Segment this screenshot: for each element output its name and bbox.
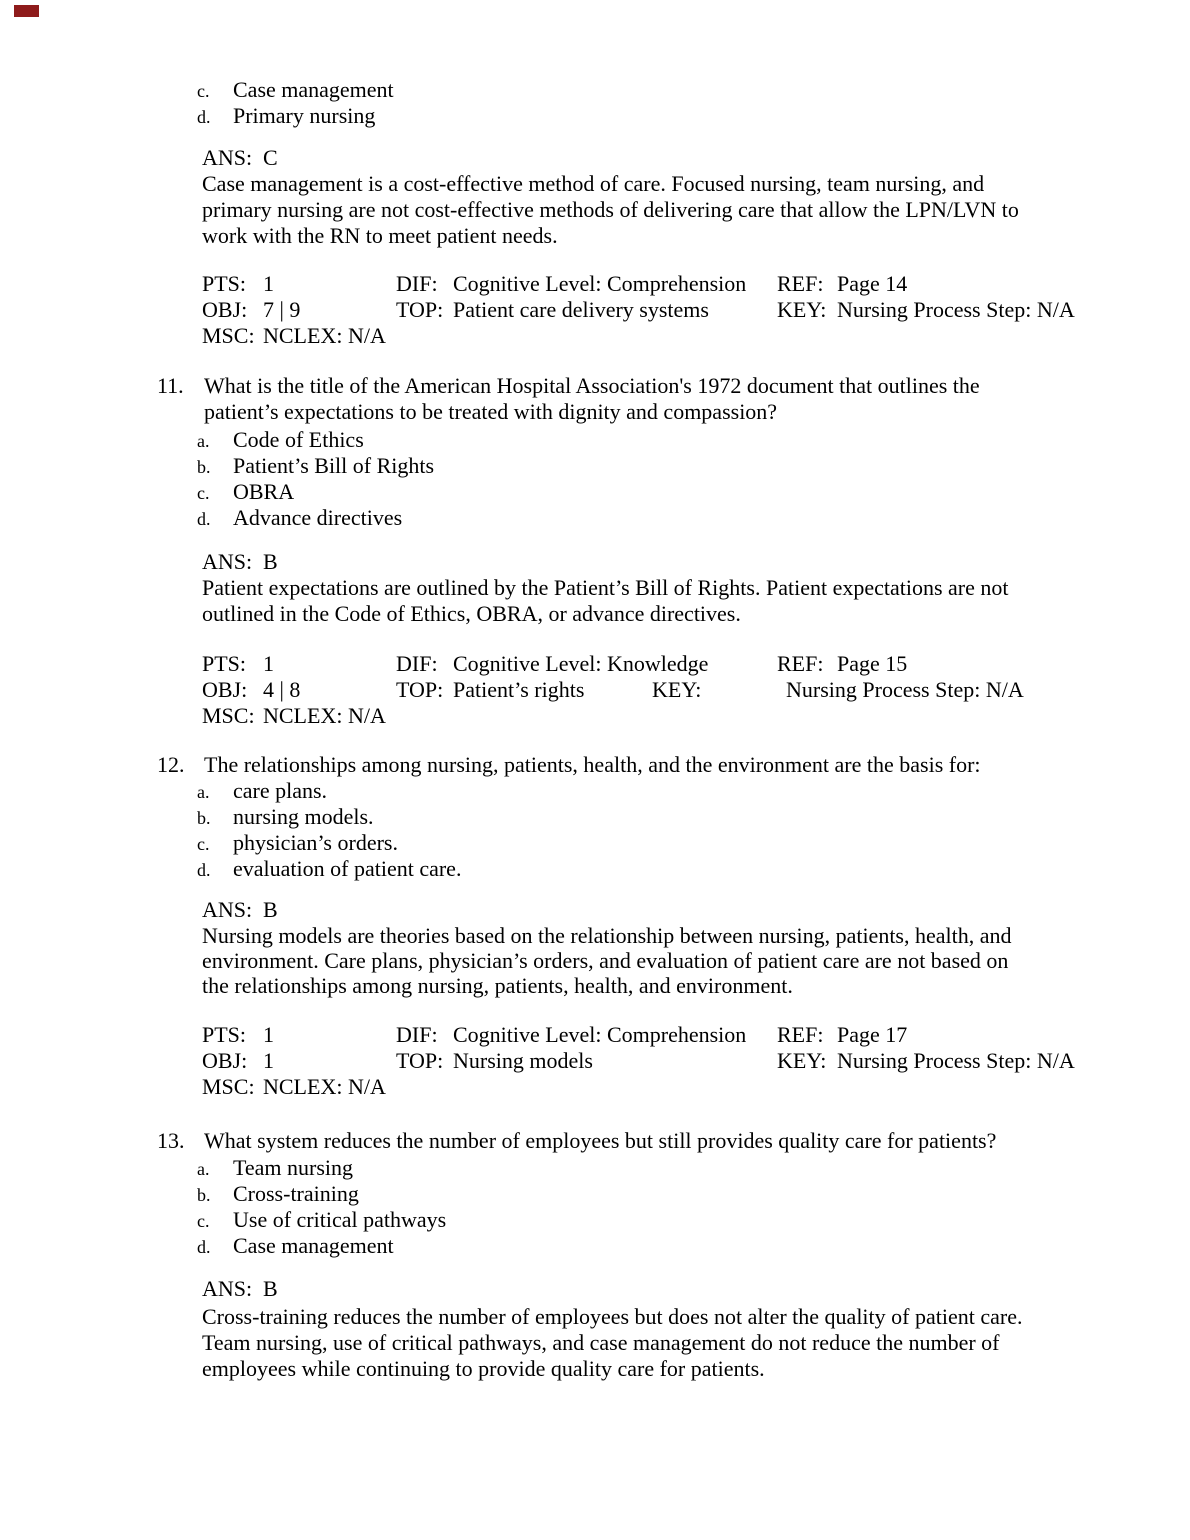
meta-label: DIF: bbox=[396, 1022, 438, 1047]
meta-value: NCLEX: N/A bbox=[263, 703, 386, 728]
answer-value: C bbox=[263, 145, 278, 170]
meta-value: Nursing models bbox=[453, 1048, 593, 1073]
option-text: Case management bbox=[233, 77, 394, 102]
option-line bbox=[197, 804, 374, 831]
meta-row bbox=[0, 651, 1190, 677]
option-text: evaluation of patient care. bbox=[233, 856, 462, 881]
option-line bbox=[197, 453, 434, 480]
option-letter: a. bbox=[197, 1159, 210, 1179]
question-stem-line: What system reduces the number of employees but still provides quality care for patients? bbox=[204, 1128, 997, 1153]
answer-value: B bbox=[263, 897, 278, 922]
meta-value: Nursing Process Step: N/A bbox=[837, 1048, 1075, 1073]
meta-label: REF: bbox=[777, 651, 824, 676]
meta-value: Page 14 bbox=[837, 271, 908, 296]
option-letter: d. bbox=[197, 107, 211, 127]
option-text: Primary nursing bbox=[233, 103, 376, 128]
question-number: 13. bbox=[157, 1128, 185, 1153]
answer-line bbox=[202, 145, 278, 171]
meta-row bbox=[0, 271, 1190, 297]
option-letter: a. bbox=[197, 431, 210, 451]
option-letter: b. bbox=[197, 1185, 211, 1205]
meta-label: PTS: bbox=[202, 271, 247, 296]
answer-label: ANS: bbox=[202, 549, 253, 574]
answer-value: B bbox=[263, 549, 278, 574]
question-stem-line: patient’s expectations to be treated with dignity and compassion? bbox=[204, 399, 778, 424]
meta-row bbox=[0, 1074, 1190, 1100]
meta-value: Patient’s rights bbox=[453, 677, 585, 702]
meta-value: Cognitive Level: Comprehension bbox=[453, 271, 747, 296]
meta-value: Cognitive Level: Comprehension bbox=[453, 1022, 747, 1047]
meta-label: KEY: bbox=[777, 297, 827, 322]
option-line bbox=[197, 1155, 353, 1182]
meta-row bbox=[0, 677, 1190, 703]
rationale-line: environment. Care plans, physician’s orders, and evaluation of patient care are not based on bbox=[202, 948, 1009, 973]
meta-label: TOP: bbox=[396, 1048, 444, 1073]
meta-value: 1 bbox=[263, 651, 274, 676]
meta-value: Page 17 bbox=[837, 1022, 908, 1047]
option-line bbox=[197, 505, 402, 532]
meta-value: NCLEX: N/A bbox=[263, 323, 386, 348]
meta-value: 1 bbox=[263, 271, 274, 296]
rationale-line: primary nursing are not cost-effective methods of delivering care that allow the LPN/LVN to bbox=[202, 197, 1019, 222]
rationale-line: Nursing models are theories based on the relationship between nursing, patients, health, and bbox=[202, 923, 1012, 948]
option-line bbox=[197, 1233, 394, 1260]
option-text: Cross-training bbox=[233, 1181, 359, 1206]
rationale-line: the relationships among nursing, patients, health, and environment. bbox=[202, 973, 793, 998]
option-line bbox=[197, 778, 327, 805]
meta-row bbox=[0, 703, 1190, 729]
option-letter: a. bbox=[197, 782, 210, 802]
option-text: Use of critical pathways bbox=[233, 1207, 447, 1232]
meta-row bbox=[0, 297, 1190, 323]
option-line bbox=[197, 856, 461, 883]
answer-label: ANS: bbox=[202, 897, 253, 922]
option-letter: c. bbox=[197, 81, 210, 101]
option-text: care plans. bbox=[233, 778, 328, 803]
option-line bbox=[197, 427, 364, 454]
meta-value: Nursing Process Step: N/A bbox=[837, 297, 1075, 322]
question-stem-line: What is the title of the American Hospital Association's 1972 document that outlines the bbox=[204, 373, 980, 398]
rationale-line: Team nursing, use of critical pathways, and case management do not reduce the number of bbox=[202, 1330, 1000, 1355]
option-text: Team nursing bbox=[233, 1155, 354, 1180]
option-letter: d. bbox=[197, 509, 211, 529]
meta-label: MSC: bbox=[202, 1074, 255, 1099]
meta-row bbox=[0, 323, 1190, 349]
meta-value: Nursing Process Step: N/A bbox=[786, 677, 1024, 702]
meta-value: Page 15 bbox=[837, 651, 908, 676]
question-stem-line: The relationships among nursing, patients, health, and the environment are the basis for: bbox=[204, 752, 981, 777]
rationale-line: work with the RN to meet patient needs. bbox=[202, 223, 558, 248]
meta-value: 1 bbox=[263, 1048, 274, 1073]
option-letter: c. bbox=[197, 834, 210, 854]
rationale-line: outlined in the Code of Ethics, OBRA, or advance directives. bbox=[202, 601, 741, 626]
meta-label: DIF: bbox=[396, 651, 438, 676]
meta-value: Cognitive Level: Knowledge bbox=[453, 651, 709, 676]
red-marker bbox=[14, 5, 39, 17]
option-letter: d. bbox=[197, 860, 211, 880]
rationale-line: Cross-training reduces the number of employees but does not alter the quality of patient care. bbox=[202, 1304, 1023, 1329]
meta-label: OBJ: bbox=[202, 677, 248, 702]
option-text: Code of Ethics bbox=[233, 427, 364, 452]
option-text: Advance directives bbox=[233, 505, 403, 530]
option-line bbox=[197, 1181, 359, 1208]
answer-line bbox=[202, 549, 278, 575]
meta-label: MSC: bbox=[202, 323, 255, 348]
answer-line bbox=[202, 897, 278, 923]
meta-label: MSC: bbox=[202, 703, 255, 728]
meta-label: REF: bbox=[777, 1022, 824, 1047]
meta-value: 4 | 8 bbox=[263, 677, 301, 702]
option-letter: b. bbox=[197, 457, 211, 477]
meta-label: TOP: bbox=[396, 677, 444, 702]
meta-label: DIF: bbox=[396, 271, 438, 296]
question-number: 12. bbox=[157, 752, 185, 777]
option-line bbox=[197, 830, 398, 857]
answer-label: ANS: bbox=[202, 145, 253, 170]
option-letter: c. bbox=[197, 483, 210, 503]
option-letter: c. bbox=[197, 1211, 210, 1231]
meta-row bbox=[0, 1022, 1190, 1048]
option-text: Patient’s Bill of Rights bbox=[233, 453, 435, 478]
meta-label: REF: bbox=[777, 271, 824, 296]
option-text: OBRA bbox=[233, 479, 295, 504]
rationale-line: employees while continuing to provide quality care for patients. bbox=[202, 1356, 765, 1381]
answer-label: ANS: bbox=[202, 1276, 253, 1301]
option-letter: b. bbox=[197, 808, 211, 828]
option-line bbox=[197, 77, 394, 104]
meta-value: Patient care delivery systems bbox=[453, 297, 709, 322]
meta-value: 1 bbox=[263, 1022, 274, 1047]
rationale-line: Case management is a cost-effective method of care. Focused nursing, team nursing, and bbox=[202, 171, 985, 196]
option-text: nursing models. bbox=[233, 804, 374, 829]
meta-value: NCLEX: N/A bbox=[263, 1074, 386, 1099]
meta-label: TOP: bbox=[396, 297, 444, 322]
option-line bbox=[197, 1207, 446, 1234]
option-letter: d. bbox=[197, 1237, 211, 1257]
meta-label: OBJ: bbox=[202, 297, 248, 322]
option-line bbox=[197, 103, 375, 130]
meta-label: OBJ: bbox=[202, 1048, 248, 1073]
meta-label: PTS: bbox=[202, 651, 247, 676]
meta-row bbox=[0, 1048, 1190, 1074]
rationale-line: Patient expectations are outlined by the Patient’s Bill of Rights. Patient expectations are not bbox=[202, 575, 1009, 600]
question-number: 11. bbox=[157, 373, 184, 398]
meta-label: KEY: bbox=[652, 677, 702, 702]
meta-label: KEY: bbox=[777, 1048, 827, 1073]
option-line bbox=[197, 479, 294, 506]
option-text: physician’s orders. bbox=[233, 830, 398, 855]
meta-value: 7 | 9 bbox=[263, 297, 301, 322]
meta-label: PTS: bbox=[202, 1022, 247, 1047]
answer-line bbox=[202, 1276, 278, 1302]
answer-value: B bbox=[263, 1276, 278, 1301]
option-text: Case management bbox=[233, 1233, 394, 1258]
